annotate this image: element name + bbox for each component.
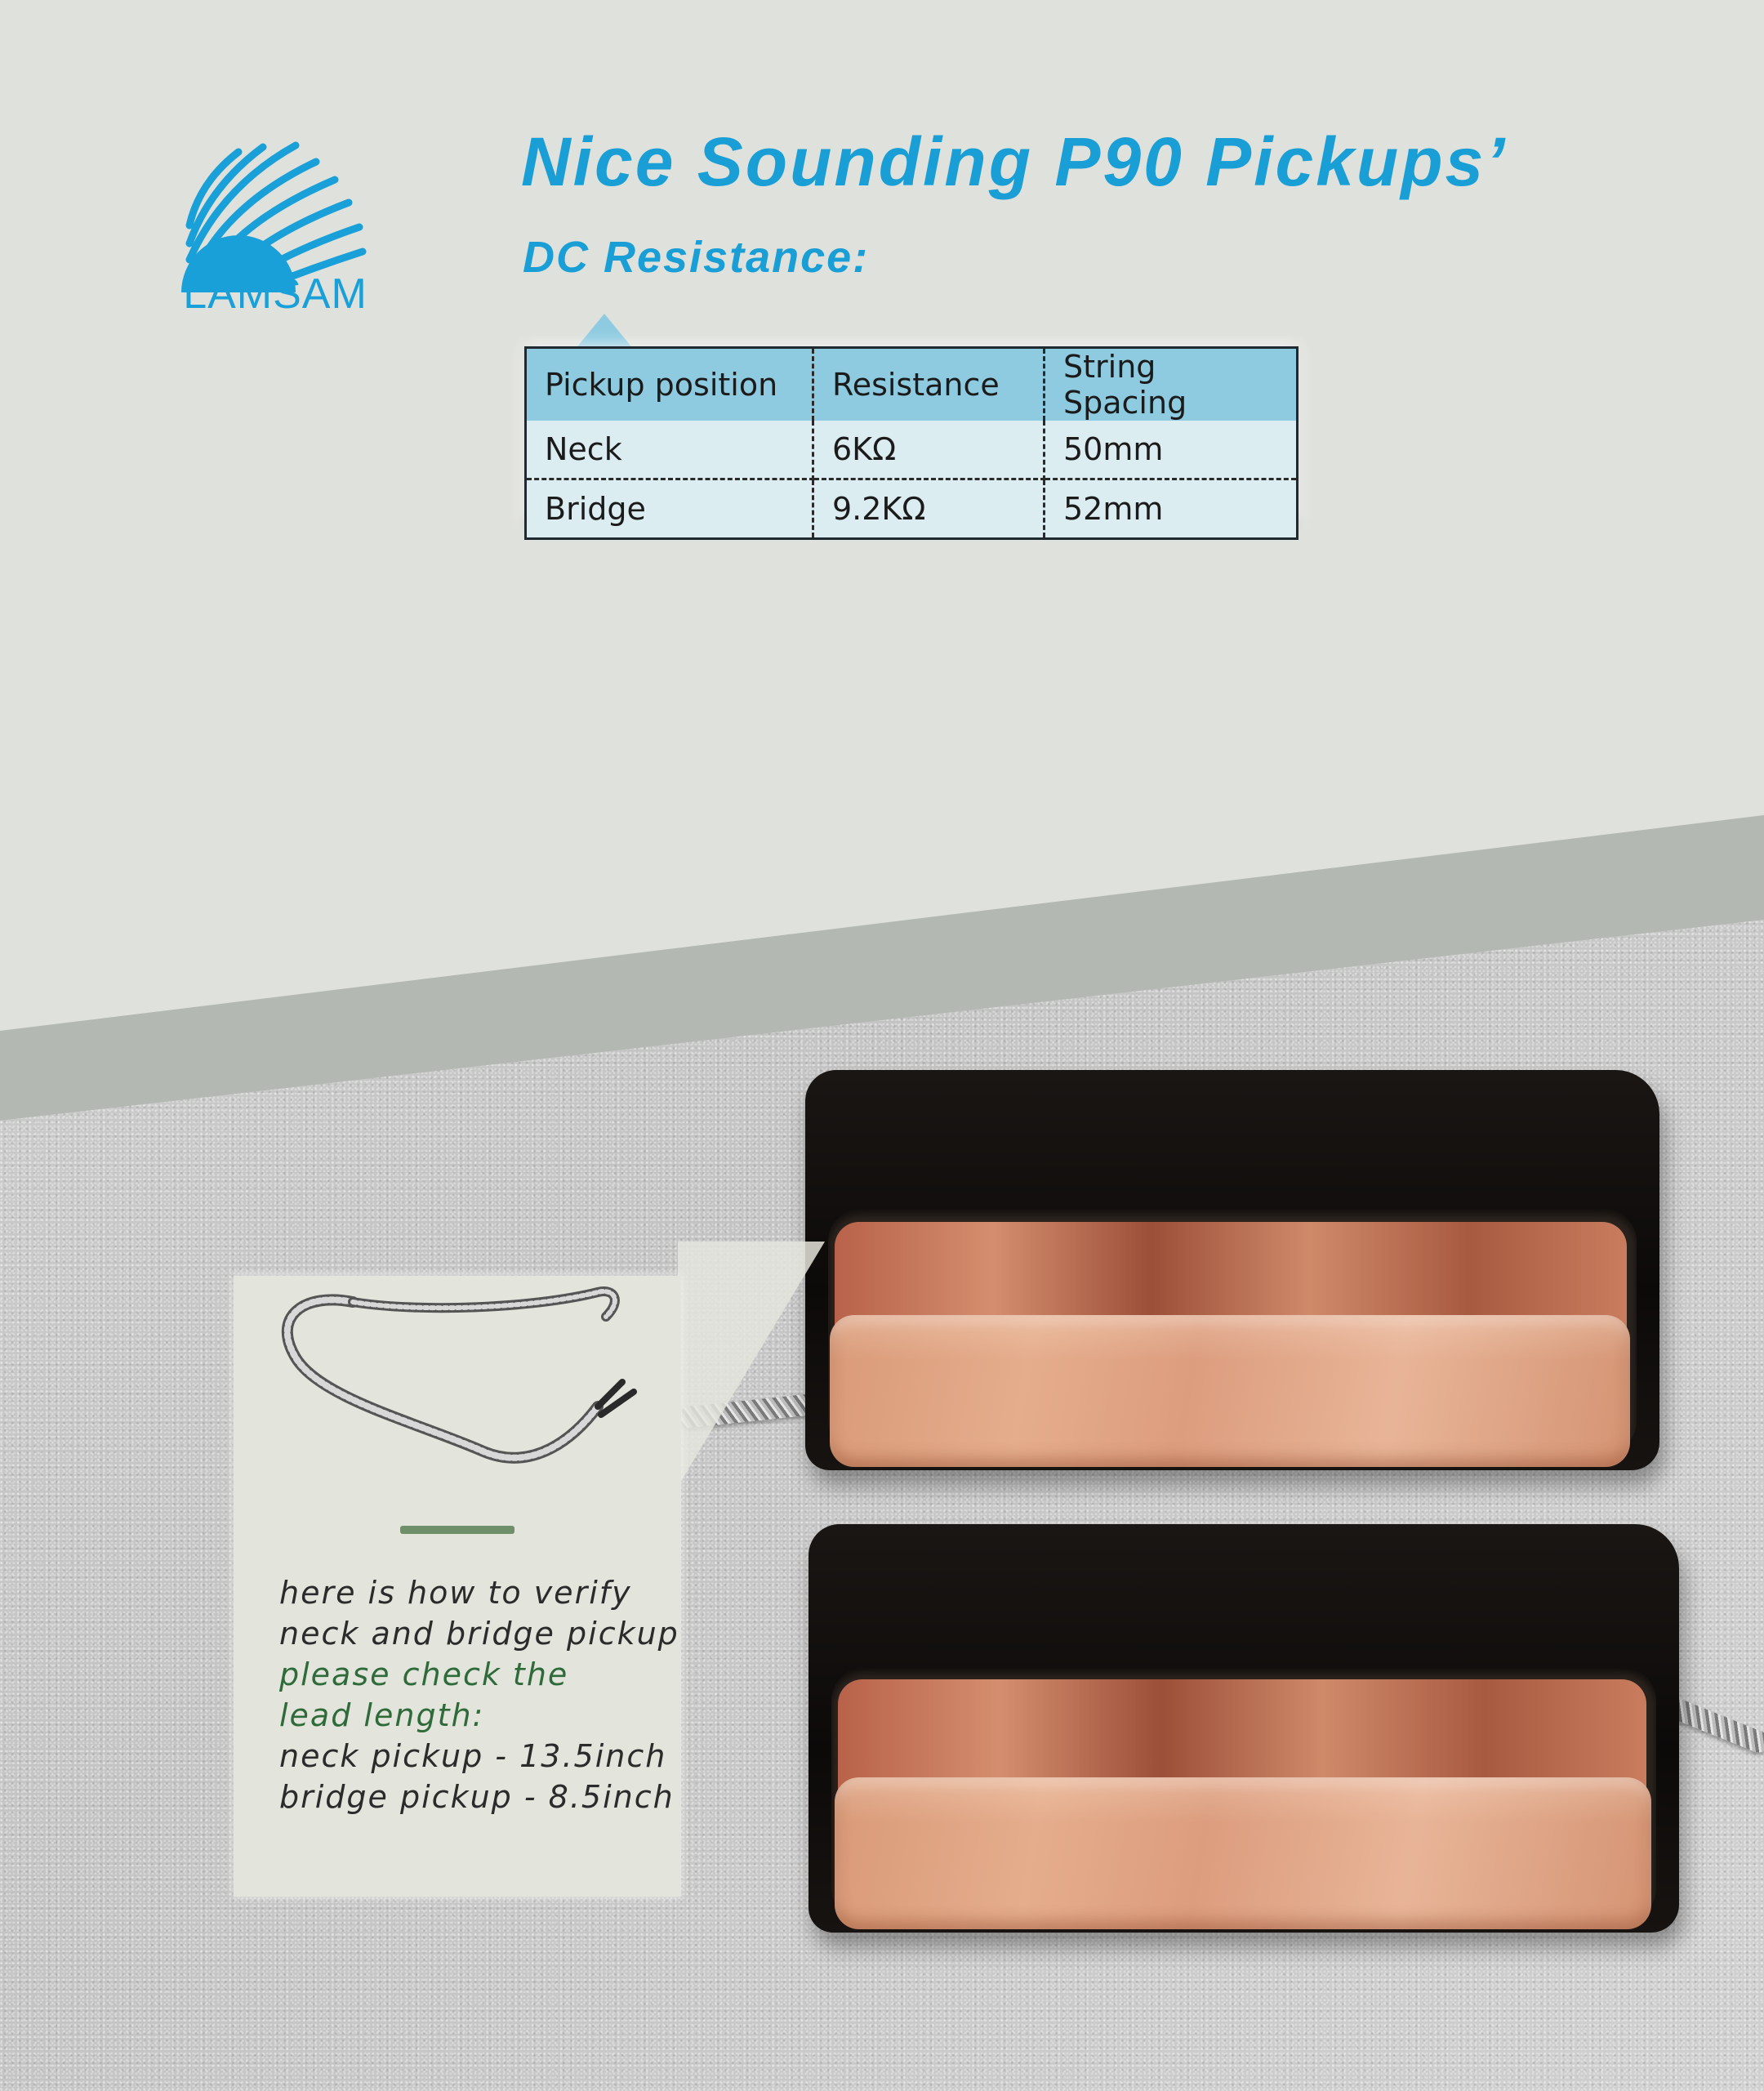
copper-cover-face (830, 1315, 1630, 1467)
section-subtitle: DC Resistance: (523, 233, 870, 282)
table-cell: 52mm (1045, 479, 1298, 539)
callout-highlight-line: please check the (279, 1656, 569, 1692)
column-header: Resistance (813, 348, 1045, 421)
column-header: Pickup position (526, 348, 813, 421)
spec-table-container (524, 346, 1298, 527)
brand-logo-text: LAMSAM (183, 270, 368, 318)
callout-text-line: neck and bridge pickup (279, 1616, 679, 1652)
green-divider (400, 1526, 514, 1534)
neck-pickup-image (805, 1070, 1659, 1470)
callout-text-line: here is how to verify (279, 1575, 632, 1611)
lead-length-callout-card (234, 1276, 681, 1897)
callout-highlight-line: lead length: (279, 1697, 485, 1733)
table-header-row (526, 348, 1298, 421)
copper-cover-face (835, 1777, 1651, 1929)
table-cell: 6KΩ (813, 421, 1045, 479)
neck-lead-length: neck pickup - 13.5inch (279, 1738, 667, 1774)
table-cell: Bridge (526, 479, 813, 539)
braided-lead-wire-icon (271, 1284, 663, 1488)
column-header: String Spacing (1045, 348, 1298, 421)
table-cell: 9.2KΩ (813, 479, 1045, 539)
table-row (526, 421, 1298, 479)
page-title: Nice Sounding P90 Pickups’ (521, 123, 1508, 200)
table-cell: Neck (526, 421, 813, 479)
table-row (526, 479, 1298, 539)
table-pointer-arrow (575, 314, 634, 350)
dc-resistance-table (524, 346, 1298, 540)
bridge-pickup-image (808, 1524, 1679, 1933)
table-cell: 50mm (1045, 421, 1298, 479)
bridge-lead-length: bridge pickup - 8.5inch (279, 1779, 675, 1815)
